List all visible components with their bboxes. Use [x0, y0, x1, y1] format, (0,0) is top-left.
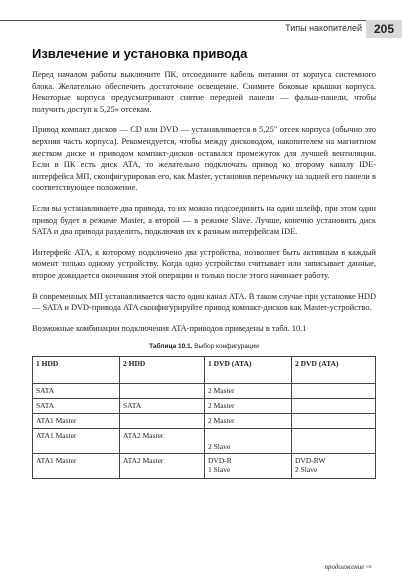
- table-cell: ATA1 Master: [33, 429, 120, 454]
- table-cell: [292, 384, 376, 399]
- table-cell: SATA: [33, 384, 120, 399]
- table-caption-label: Таблица 10.1.: [149, 343, 193, 351]
- table-cell: 2 Slave: [205, 429, 292, 454]
- table-row: [33, 399, 376, 414]
- table-cell: 2 Master: [205, 414, 292, 429]
- table-cell: [120, 384, 205, 399]
- section-heading: Извлечение и установка привода: [32, 46, 248, 61]
- table-cell: ATA1 Master: [33, 454, 120, 479]
- table-cell: ATA1 Master: [33, 414, 120, 429]
- table-header-cell: 2 DVD (ATA): [292, 357, 376, 384]
- table-header-cell: 1 DVD (ATA): [205, 357, 292, 384]
- table-cell: ATA2 Master: [120, 454, 205, 479]
- table-cell: [292, 429, 376, 454]
- table-caption: [32, 343, 376, 350]
- table-cell: DVD-R 1 Slave: [205, 454, 292, 479]
- table-cell: [292, 399, 376, 414]
- paragraph: Если вы устанавливаете два привода, то их можно подсоединить на один шлейф, при этом один привод будет в режиме Master, а второй — в режиме Slave. Лучше, конечно установить диск SATA и два привода разделить, подключив их к разным интерфейсам IDE.: [32, 203, 376, 237]
- continuation-text: продолжение: [324, 563, 365, 571]
- section-title: Типы накопителей: [285, 23, 362, 33]
- table-caption-text: Выбор конфигурации: [192, 343, 259, 351]
- table-header-cell: 1 HDD: [33, 357, 120, 384]
- table-header-row: [33, 357, 376, 384]
- table-cell: 2 Master: [205, 384, 292, 399]
- table-cell: [120, 414, 205, 429]
- paragraph: Привод компакт дисков — CD или DVD — устанавливается в 5,25" отсек корпуса (обычно это верхняя часть корпуса). Рекомендуется, чтобы между дисководом, накопителем на магнитном жестком диске и приводом компакт-дисков оставался промежуток для лучшей вентиляции. Если в ПК есть диск ATA, то желательно подключать привод ко второму каналу IDE-интерфейса МП, сконфигурировав его, как Master, установив перемычку на задней его панели в соответствующее положение.: [32, 125, 376, 193]
- paragraph: Перед началом работы выключите ПК, отсоедините кабель питания от корпуса системного блока. Желательно обеспечить достаточное освещение. Снимите боковые крышки корпуса. Некоторые корпуса предусматривают снятие передней панели — фальш-панели, чтобы получить доступ к 5,25» отсекам.: [32, 70, 376, 114]
- page-content: [32, 46, 376, 479]
- table-row: [33, 384, 376, 399]
- page-header: [0, 0, 402, 40]
- table-cell: SATA: [33, 399, 120, 414]
- config-table: [32, 356, 376, 479]
- table-row: [33, 429, 376, 454]
- paragraph: Интерфейс ATA, к которому подключено два устройства, позволяет быть активным в каждый момент только одному устройству. Когда одно устройство считывает или записывает данные, второе дожидается окончания этой операции и только после этого начинает работу.: [32, 247, 376, 280]
- continuation-arrow-icon: ⇨: [366, 563, 372, 571]
- continuation-note: [324, 563, 372, 571]
- table-row: [33, 454, 376, 479]
- table-header-cell: 2 HDD: [120, 357, 205, 384]
- table-cell: SATA: [120, 399, 205, 414]
- header-rule: [0, 20, 366, 21]
- table-cell: ATA2 Master: [120, 429, 205, 454]
- table-cell: [292, 414, 376, 429]
- table-cell: 2 Master: [205, 399, 292, 414]
- paragraph: Возможные комбинации подключения ATA-приводов приведены в табл. 10.1: [32, 323, 307, 333]
- paragraph: В современных МП устанавливается часто один канал ATA. В таком случае при установке HDD — SATA и DVD-привода ATA сконфигурируйте привод компакт-дисков как Master-устройство.: [32, 291, 376, 313]
- table-row: [33, 414, 376, 429]
- table-cell: DVD-RW 2 Slave: [292, 454, 376, 479]
- page-number: 205: [366, 20, 402, 38]
